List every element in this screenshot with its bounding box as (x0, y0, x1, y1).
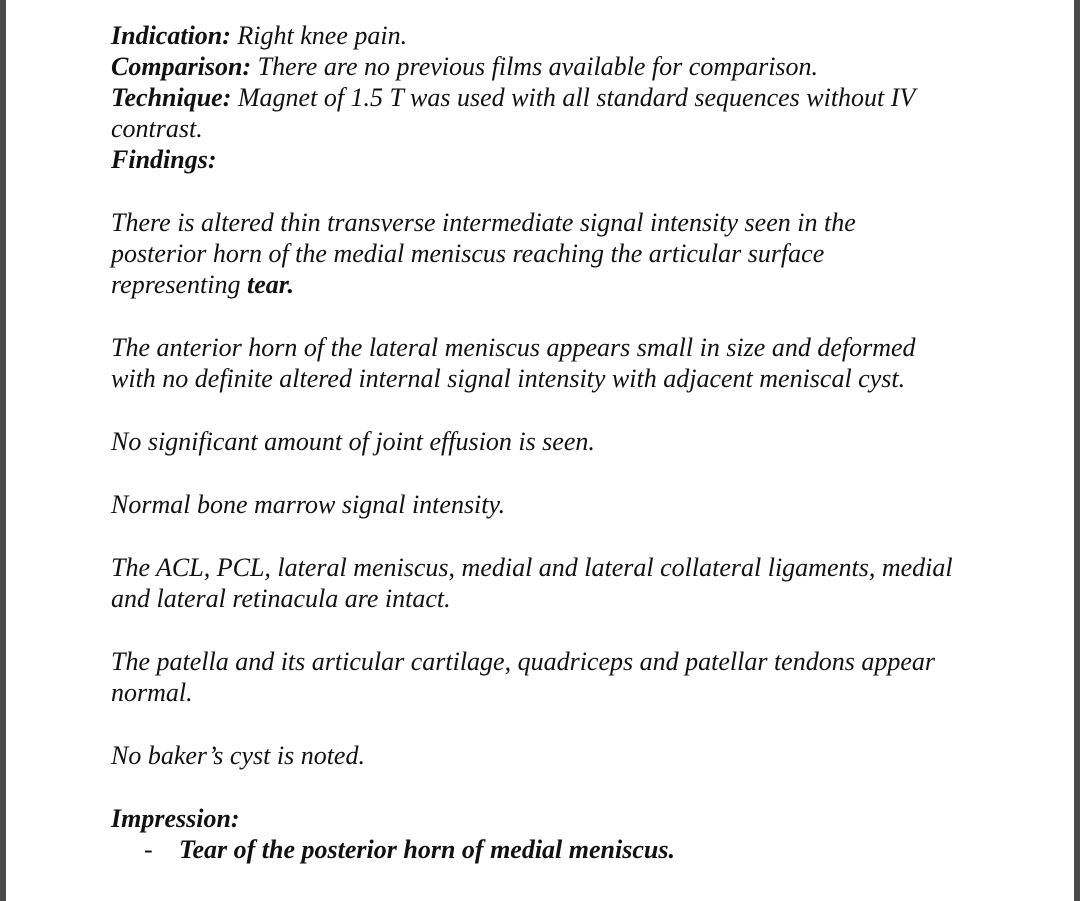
indication-label: Indication: (111, 21, 231, 50)
indication-value: Right knee pain. (237, 21, 408, 50)
finding-line: There is altered thin transverse intermediate signal intensity seen in the (111, 208, 856, 237)
comparison-label: Comparison: (111, 52, 252, 81)
impression-item (111, 834, 1011, 865)
finding-paragraph (111, 552, 1011, 614)
technique-value-line-2: contrast. (111, 114, 203, 143)
finding-paragraph (111, 740, 1011, 771)
finding-paragraph (111, 332, 1011, 394)
right-page-border (1074, 0, 1080, 901)
finding-line: No baker’s cyst is noted. (111, 741, 365, 770)
comparison-line (111, 51, 1011, 82)
finding-line: No significant amount of joint effusion is seen. (111, 427, 595, 456)
finding-paragraph (111, 489, 1011, 520)
finding-line: The patella and its articular cartilage, quadriceps and patellar tendons appear (111, 647, 936, 676)
left-page-border (0, 0, 6, 901)
finding-emphasis: tear. (247, 270, 294, 299)
finding-paragraph (111, 646, 1011, 708)
finding-line: The anterior horn of the lateral meniscus appears small in size and deformed (111, 333, 916, 362)
radiology-report (111, 20, 1011, 865)
finding-paragraph (111, 426, 1011, 457)
technique-value-line-1: Magnet of 1.5 T was used with all standard sequences without IV (237, 83, 916, 112)
finding-prefix: representing (111, 270, 247, 299)
impression-heading: Impression: (111, 804, 240, 833)
impression-text: Tear of the posterior horn of medial meniscus. (179, 835, 675, 864)
finding-line: The ACL, PCL, lateral meniscus, medial and lateral collateral ligaments, medial (111, 553, 953, 582)
bullet-dash: - (144, 835, 153, 864)
finding-line: normal. (111, 678, 193, 707)
indication-line (111, 20, 1011, 51)
technique-label: Technique: (111, 83, 232, 112)
finding-line (111, 269, 1011, 300)
finding-line: and lateral retinacula are intact. (111, 584, 451, 613)
findings-heading: Findings: (111, 145, 217, 174)
finding-line: Normal bone marrow signal intensity. (111, 490, 506, 519)
comparison-value: There are no previous films available for comparison. (257, 52, 819, 81)
finding-line: posterior horn of the medial meniscus reaching the articular surface (111, 239, 825, 268)
finding-paragraph (111, 207, 1011, 300)
technique-line (111, 82, 1011, 113)
finding-line: with no definite altered internal signal intensity with adjacent meniscal cyst. (111, 364, 906, 393)
